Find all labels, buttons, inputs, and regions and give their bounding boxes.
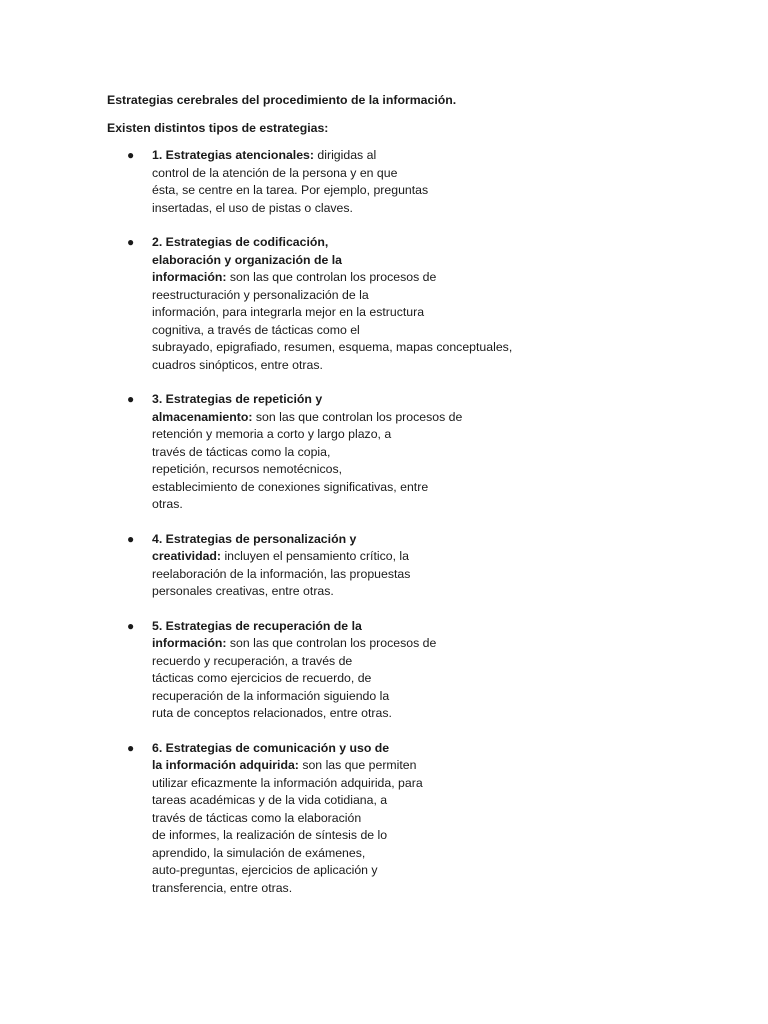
list-item-line — [152, 252, 707, 270]
list-item-line — [152, 165, 707, 183]
list-item-text: son las que controlan los procesos de — [226, 636, 437, 650]
list-item-text: recuperación de la información siguiendo la — [152, 688, 390, 703]
list-item-line — [152, 479, 707, 497]
list-item-line — [152, 635, 707, 653]
list-item-line — [152, 548, 707, 566]
list-item-text: reelaboración de la información, las propuestas — [152, 566, 411, 581]
list-item-line — [152, 705, 707, 723]
list-item-line — [152, 339, 707, 357]
list-item-text: recuerdo y recuperación, a través de — [152, 653, 353, 668]
list-item-line — [152, 409, 707, 427]
list-item-text: cognitiva, a través de tácticas como el — [152, 322, 360, 337]
list-item-text: insertadas, el uso de pistas o claves. — [152, 200, 353, 215]
list-item-line — [152, 583, 707, 601]
document-page — [107, 92, 707, 914]
list-item-heading: 1. Estrategias atencionales: — [152, 148, 314, 162]
list-item-heading: creatividad: — [152, 549, 222, 563]
list-item-line — [152, 531, 707, 549]
list-item-text: son las que permiten — [298, 758, 417, 772]
list-item-text: ruta de conceptos relacionados, entre otras. — [152, 706, 392, 720]
list-item-line — [152, 444, 707, 462]
list-item-text: retención y memoria a corto y largo plazo, a — [152, 427, 392, 441]
list-item-line — [152, 147, 707, 165]
list-item-text: son las que controlan los procesos de — [252, 409, 463, 424]
bullet-icon: ● — [127, 531, 135, 546]
list-item-line — [152, 269, 707, 287]
list-item-line — [152, 740, 707, 758]
list-item-line — [152, 688, 707, 706]
list-item-line — [152, 234, 707, 252]
document-title: Estrategias cerebrales del procedimiento de la información. — [107, 93, 457, 107]
list-item-line — [152, 200, 707, 218]
list-item-line — [152, 757, 707, 775]
bullet-icon: ● — [127, 740, 135, 755]
list-item-line — [152, 357, 707, 375]
list-item-text: incluyen el pensamiento crítico, la — [221, 549, 409, 563]
list-item-line — [152, 827, 707, 845]
list-item — [107, 147, 707, 217]
document-intro: Existen distintos tipos de estrategias: — [107, 120, 329, 135]
list-item-text: cuadros sinópticos, entre otras. — [152, 357, 323, 372]
list-item-line — [152, 810, 707, 828]
list-item — [107, 618, 707, 723]
list-item-text: otras. — [152, 497, 183, 511]
list-item-line — [152, 304, 707, 322]
list-item — [107, 740, 707, 898]
list-item-line — [152, 880, 707, 898]
list-item-text: tareas académicas y de la vida cotidiana, a — [152, 793, 388, 807]
list-item-heading: 2. Estrategias de codificación, — [152, 235, 329, 249]
list-item-line — [152, 461, 707, 479]
list-item-line — [152, 322, 707, 340]
list-item — [107, 531, 707, 601]
list-item-line — [152, 653, 707, 671]
list-item-text: son las que controlan los procesos de — [226, 270, 437, 284]
list-item-text: reestructuración y personalización de la — [152, 287, 369, 302]
list-item-text: tácticas como ejercicios de recuerdo, de — [152, 671, 372, 685]
list-item-line — [152, 792, 707, 810]
list-item-text: aprendido, la simulación de exámenes, — [152, 845, 366, 860]
list-item-line — [152, 287, 707, 305]
list-item-text: subrayado, epigrafiado, resumen, esquema, mapas conceptuales, — [152, 340, 513, 354]
list-item-heading: 5. Estrategias de recuperación de la — [152, 618, 362, 633]
list-item-line — [152, 426, 707, 444]
list-item-text: de informes, la realización de síntesis de lo — [152, 828, 388, 842]
list-item-text: personales creativas, entre otras. — [152, 584, 334, 598]
list-item-text: auto-preguntas, ejercicios de aplicación y — [152, 863, 378, 877]
list-item-text: través de tácticas como la copia, — [152, 444, 331, 459]
list-item-line — [152, 775, 707, 793]
bullet-icon: ● — [127, 618, 135, 633]
list-item-text: repetición, recursos nemotécnicos, — [152, 462, 343, 476]
list-item-line — [152, 496, 707, 514]
list-item-line — [152, 566, 707, 584]
list-item-heading: 6. Estrategias de comunicación y uso de — [152, 740, 390, 755]
list-item-line — [152, 670, 707, 688]
list-item-heading: la información adquirida: — [152, 758, 299, 772]
bullet-icon: ● — [127, 148, 135, 162]
list-item-line — [152, 845, 707, 863]
list-item-heading: información: — [152, 270, 227, 284]
list-item-text: transferencia, entre otras. — [152, 880, 293, 895]
list-item-text: través de tácticas como la elaboración — [152, 810, 362, 825]
list-item-text: establecimiento de conexiones significativas, entre — [152, 479, 429, 494]
list-item-text: ésta, se centre en la tarea. Por ejemplo, preguntas — [152, 183, 429, 197]
list-item — [107, 391, 707, 514]
list-item-heading: 3. Estrategias de repetición y — [152, 392, 323, 406]
list-item-text: control de la atención de la persona y en que — [152, 165, 398, 180]
list-item-heading: almacenamiento: — [152, 409, 253, 424]
list-item-heading: información: — [152, 636, 227, 650]
list-item-line — [152, 862, 707, 880]
list-item-heading: elaboración y organización de la — [152, 252, 342, 267]
list-item-line — [152, 391, 707, 409]
list-item — [107, 234, 707, 374]
list-item-text: dirigidas al — [313, 148, 377, 162]
strategy-list — [107, 147, 707, 897]
list-item-heading: 4. Estrategias de personalización y — [152, 531, 357, 546]
bullet-icon: ● — [127, 392, 135, 406]
list-item-line — [152, 182, 707, 200]
list-item-text: utilizar eficazmente la información adquirida, para — [152, 775, 423, 790]
list-item-text: información, para integrarla mejor en la estructura — [152, 305, 425, 319]
list-item-line — [152, 618, 707, 636]
bullet-icon: ● — [127, 235, 135, 249]
